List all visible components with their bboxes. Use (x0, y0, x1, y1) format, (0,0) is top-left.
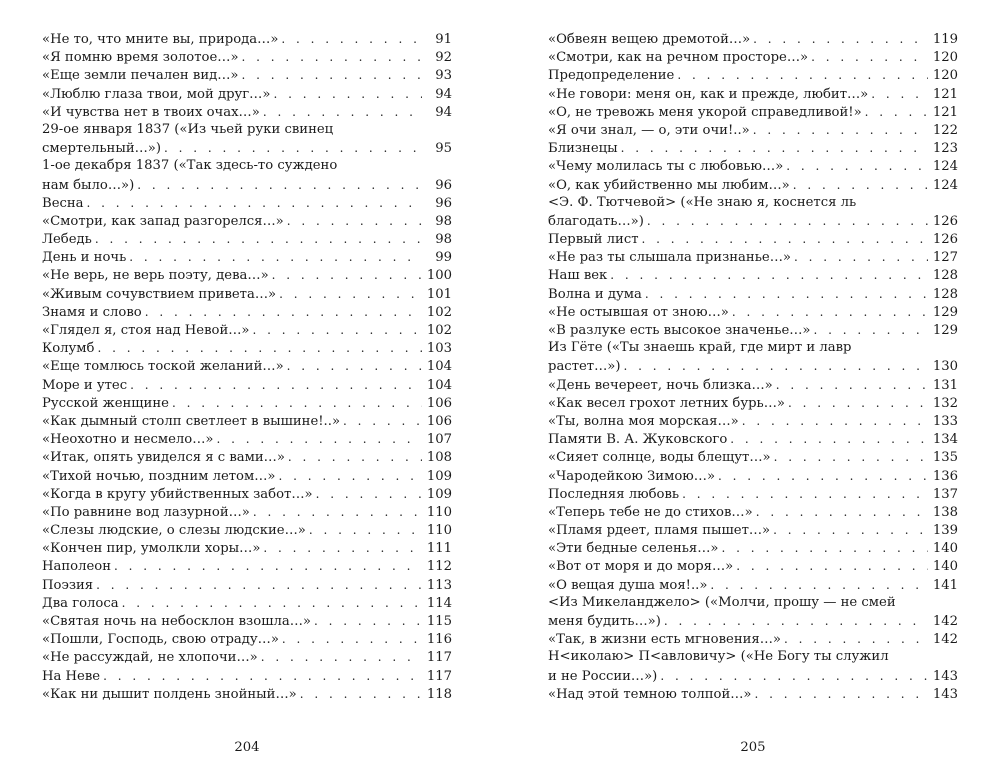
toc-entry-title: Колумб (42, 341, 95, 357)
toc-entry-page: 112 (426, 559, 452, 575)
toc-entry-page: 143 (932, 668, 958, 684)
dot-leader (95, 230, 422, 248)
toc-entry-page: 117 (426, 668, 452, 684)
toc-entry (42, 667, 452, 685)
toc-entry-title: Наш век (548, 268, 608, 284)
dot-leader (96, 576, 422, 594)
toc-entry-page: 142 (932, 614, 958, 630)
toc-entry-title: «Смотри, как запад разгорелся…» (42, 213, 284, 229)
toc-entry (42, 339, 452, 357)
toc-entry-page: 135 (932, 450, 958, 466)
toc-entry-page: 138 (932, 504, 958, 520)
toc-entry-page: 115 (426, 614, 452, 630)
toc-entry-page: 117 (426, 650, 452, 666)
toc-entry (548, 121, 958, 139)
toc-entry-page: 106 (426, 395, 452, 411)
toc-entry-page: 102 (426, 323, 452, 339)
toc-entry (42, 230, 452, 248)
dot-leader (773, 521, 928, 539)
toc-entry-title: «Люблю глаза твои, мой друг…» (42, 86, 271, 102)
toc-entry-title: «День вечереет, ночь близка…» (548, 377, 773, 393)
toc-entry-page: 91 (435, 32, 452, 47)
dot-leader (263, 103, 422, 121)
toc-entry-title: «Слезы людские, о слезы людские…» (42, 523, 306, 539)
toc-entry (42, 85, 452, 103)
toc-entry-page: 114 (426, 595, 452, 611)
toc-entry-title: «Еще томлюсь тоской желаний…» (42, 359, 284, 375)
dot-leader (814, 321, 928, 339)
toc-entry (548, 685, 958, 703)
page-number-left: 204 (234, 740, 260, 755)
toc-entry-title: «Теперь тебе не до стихов…» (548, 504, 753, 520)
toc-entry (42, 321, 452, 339)
toc-entry-page: 126 (932, 232, 958, 248)
toc-entry (42, 248, 452, 266)
dot-leader (753, 121, 928, 139)
dot-leader (794, 248, 928, 266)
toc-entry (548, 157, 958, 175)
toc-entry (42, 412, 452, 430)
toc-entry-title: «Когда в кругу убийственных забот…» (42, 486, 313, 502)
left-page (42, 0, 452, 784)
toc-entry-page: 120 (932, 50, 958, 66)
toc-entry (548, 321, 958, 339)
dot-leader (164, 139, 422, 157)
toc-entry-title: «Пошли, Господь, свою отраду…» (42, 632, 279, 648)
toc-entry-page: 139 (932, 523, 958, 539)
toc-entry-page: 110 (426, 504, 452, 520)
toc-entry-title: «Пламя рдеет, пламя пышет…» (548, 523, 771, 539)
dot-leader (87, 194, 422, 212)
toc-entry-title: «Итак, опять увиделся я с вами…» (42, 450, 285, 466)
toc-entry-page: 143 (932, 686, 958, 702)
toc-entry-page: 96 (435, 177, 452, 193)
toc-entry-title-line: Н<иколаю> П<авловичу> («Не Богу ты служил (548, 649, 889, 665)
dot-leader (710, 576, 928, 594)
toc-entry-page: 103 (426, 341, 452, 357)
toc-entry (548, 30, 958, 48)
toc-entry-page: 132 (932, 395, 958, 411)
toc-entry-page: 118 (426, 686, 452, 702)
toc-entry-title-line: <Из Микеланджело> («Молчи, прошу — не смей (548, 594, 896, 610)
toc-entry (42, 285, 452, 303)
toc-entry (42, 630, 452, 648)
toc-entry-title: «Обвеян вещею дремотой…» (548, 32, 751, 47)
toc-entry (548, 376, 958, 394)
toc-entry-page: 104 (426, 377, 452, 393)
toc-entry-page: 104 (426, 359, 452, 375)
dot-leader (755, 685, 929, 703)
toc-list-right (548, 30, 958, 703)
toc-entry-page: 131 (932, 377, 958, 393)
toc-entry (548, 430, 958, 448)
toc-entry-title: «Не верь, не верь поэту, дева…» (42, 268, 269, 284)
toc-entry-title: растет…») (548, 359, 621, 375)
toc-entry-title: Близнецы (548, 141, 618, 157)
dot-leader (253, 503, 422, 521)
toc-entry-title: «О, как убийственно мы любим…» (548, 177, 790, 193)
dot-leader (300, 685, 422, 703)
toc-entry-title: Весна (42, 195, 84, 211)
dot-leader (610, 266, 928, 284)
toc-entry-page: 110 (426, 523, 452, 539)
toc-entry (42, 194, 452, 212)
dot-leader (137, 176, 422, 194)
toc-entry-title: «Так, в жизни есть мгновения…» (548, 632, 781, 648)
toc-entry (42, 521, 452, 539)
toc-entry-title: Предопределение (548, 68, 675, 84)
dot-leader (263, 539, 422, 557)
toc-entry (548, 521, 958, 539)
dot-leader (279, 285, 422, 303)
toc-entry-title: Поэзия (42, 577, 94, 593)
toc-entry-title-line: 29-ое января 1837 («Из чьей руки свинец (42, 121, 334, 137)
dot-leader (97, 339, 422, 357)
dot-leader (682, 485, 928, 503)
toc-entry-title: «Чему молилась ты с любовью…» (548, 159, 784, 175)
toc-entry-page: 120 (932, 68, 958, 84)
toc-entry-page: 123 (932, 141, 958, 157)
toc-entry (548, 412, 958, 430)
toc-entry (42, 376, 452, 394)
dot-leader (742, 412, 928, 430)
toc-entry-title: «О вещая душа моя!..» (548, 577, 708, 593)
toc-entry-title-line: 1-ое декабря 1837 («Так здесь-то суждено (42, 158, 338, 174)
toc-entry (548, 630, 958, 648)
dot-leader (316, 485, 422, 503)
toc-entry-page: 141 (932, 577, 958, 593)
dot-leader (129, 248, 422, 266)
toc-entry (42, 394, 452, 412)
toc-entry-page: 126 (932, 213, 958, 229)
toc-entry (548, 139, 958, 157)
toc-entry (42, 430, 452, 448)
toc-entry-title: «Сияет солнце, воды блещут…» (548, 450, 771, 466)
toc-entry-title-line: <Э. Ф. Тютчевой> («Не знаю я, коснется ль (548, 194, 857, 210)
toc-entry (548, 85, 958, 103)
toc-entry-title: Море и утес (42, 377, 128, 393)
toc-entry-page: 98 (435, 232, 452, 248)
dot-leader (314, 612, 422, 630)
dot-leader (287, 357, 422, 375)
toc-entry-page: 95 (435, 141, 452, 157)
dot-leader (677, 66, 928, 84)
dot-leader (103, 667, 422, 685)
toc-entry-title: смертельный…») (42, 141, 162, 157)
toc-entry (548, 285, 958, 303)
toc-entry (548, 467, 958, 485)
toc-entry-page: 101 (426, 286, 452, 302)
toc-entry-title: «По равнине вод лазурной…» (42, 504, 250, 520)
toc-entry-page: 137 (932, 486, 958, 502)
toc-entry (548, 594, 958, 630)
toc-entry-title: «Не рассуждай, не хлопочи…» (42, 650, 258, 666)
toc-entry-title: Наполеон (42, 559, 112, 575)
right-page (548, 0, 958, 784)
toc-entry (548, 503, 958, 521)
toc-entry-title: меня будить…») (548, 614, 661, 630)
toc-entry-title: «Кончен пир, умолкли хоры…» (42, 541, 261, 557)
dot-leader (145, 303, 422, 321)
toc-entry (548, 303, 958, 321)
toc-entry-page: 121 (932, 104, 958, 120)
toc-entry-title: «Чародейкою Зимою…» (548, 468, 716, 484)
dot-leader (282, 630, 422, 648)
toc-entry-page: 94 (435, 86, 452, 102)
dot-leader (122, 594, 422, 612)
toc-entry-title: Первый лист (548, 232, 639, 248)
dot-leader (309, 521, 422, 539)
toc-entry-title: «Еще земли печален вид…» (42, 68, 239, 84)
dot-leader (343, 412, 422, 430)
dot-leader (217, 430, 422, 448)
toc-entry-page: 130 (932, 359, 958, 375)
toc-entry-title: нам было…») (42, 177, 135, 193)
toc-entry (42, 212, 452, 230)
toc-entry (548, 230, 958, 248)
toc-entry-page: 124 (932, 177, 958, 193)
dot-leader (253, 321, 422, 339)
toc-entry-title: «И чувства нет в твоих очах…» (42, 104, 260, 120)
toc-entry (42, 66, 452, 84)
toc-entry-page: 92 (435, 50, 452, 66)
dot-leader (811, 48, 928, 66)
dot-leader (172, 394, 422, 412)
dot-leader (261, 648, 422, 666)
toc-entry-title: «Над этой темною толпой…» (548, 686, 752, 702)
toc-entry-page: 107 (426, 432, 452, 448)
toc-entry-title: «В разлуке есть высокое значенье…» (548, 323, 811, 339)
dot-leader (279, 467, 422, 485)
toc-entry (548, 48, 958, 66)
dot-leader (287, 212, 422, 230)
toc-entry-page: 133 (932, 413, 958, 429)
toc-entry-page: 142 (932, 632, 958, 648)
dot-leader (624, 357, 929, 375)
toc-entry-page: 134 (932, 432, 958, 448)
dot-leader (774, 448, 928, 466)
toc-entry-page: 109 (426, 468, 452, 484)
dot-leader (647, 212, 928, 230)
toc-entry (548, 539, 958, 557)
toc-entry (42, 503, 452, 521)
toc-entry (42, 303, 452, 321)
toc-entry-title: благодать…») (548, 213, 644, 229)
toc-entry-title: Русской женщине (42, 395, 169, 411)
dot-leader (621, 139, 928, 157)
toc-entry-title-line: Из Гёте («Ты знаешь край, где мирт и лавр (548, 340, 852, 356)
toc-entry (42, 48, 452, 66)
toc-entry (548, 557, 958, 575)
toc-entry-title: Знамя и слово (42, 304, 142, 320)
toc-entry-title: «Как дымный столп светлеет в вышине!..» (42, 413, 341, 429)
toc-entry-page: 106 (426, 413, 452, 429)
toc-entry-title: «Ты, волна моя морская…» (548, 413, 739, 429)
toc-entry-title: «Не то, что мните вы, природа…» (42, 32, 279, 47)
toc-entry-page: 108 (426, 450, 452, 466)
toc-entry (548, 576, 958, 594)
toc-entry-page: 128 (932, 286, 958, 302)
toc-entry (548, 66, 958, 84)
toc-entry-page: 122 (932, 122, 958, 138)
toc-entry (548, 103, 958, 121)
toc-entry (42, 357, 452, 375)
toc-entry-page: 136 (932, 468, 958, 484)
toc-entry-title: «Не остывшая от зною…» (548, 304, 729, 320)
toc-entry (42, 121, 452, 157)
toc-entry (548, 485, 958, 503)
dot-leader (736, 557, 928, 575)
toc-entry-page: 99 (435, 250, 452, 266)
page-number-right: 205 (740, 740, 766, 755)
toc-entry (42, 30, 452, 48)
toc-entry-title: «Вот от моря и до моря…» (548, 559, 734, 575)
toc-entry-title: «Не раз ты слышала признанье…» (548, 250, 791, 266)
dot-leader (776, 376, 928, 394)
toc-entry (548, 648, 958, 684)
toc-entry-page: 102 (426, 304, 452, 320)
toc-entry-page: 98 (435, 213, 452, 229)
dot-leader (242, 48, 422, 66)
toc-entry-title: «Как весел грохот летних бурь…» (548, 395, 785, 411)
toc-entry-page: 121 (932, 86, 958, 102)
dot-leader (784, 630, 928, 648)
toc-entry-title: «Тихой ночью, поздним летом…» (42, 468, 276, 484)
toc-entry (548, 339, 958, 375)
dot-leader (664, 612, 928, 630)
toc-entry-title: «Смотри, как на речном просторе…» (548, 50, 809, 66)
toc-entry (548, 266, 958, 284)
toc-entry (42, 648, 452, 666)
toc-entry-page: 113 (426, 577, 452, 593)
toc-entry-title: «Живым сочувствием привета…» (42, 286, 277, 302)
toc-entry-title: «Я очи знал, — о, эти очи!..» (548, 122, 750, 138)
toc-entry (548, 248, 958, 266)
toc-entry-page: 129 (932, 323, 958, 339)
toc-entry (42, 594, 452, 612)
dot-leader (732, 303, 928, 321)
dot-leader (788, 394, 928, 412)
toc-entry-page: 119 (932, 32, 958, 47)
dot-leader (660, 667, 928, 685)
toc-entry-page: 100 (426, 268, 452, 284)
toc-entry (548, 394, 958, 412)
toc-entry (42, 103, 452, 121)
dot-leader (272, 266, 422, 284)
toc-entry-title: Последняя любовь (548, 486, 680, 502)
toc-entry-title: «Как ни дышит полдень знойный…» (42, 686, 297, 702)
toc-entry-title: «Глядел я, стоя над Невой…» (42, 323, 250, 339)
toc-entry-title: На Неве (42, 668, 101, 684)
toc-entry-title: «О, не тревожь меня укорой справедливой!» (548, 104, 862, 120)
toc-list-left (42, 30, 452, 703)
dot-leader (114, 557, 422, 575)
toc-entry (42, 448, 452, 466)
toc-entry (42, 557, 452, 575)
toc-entry-page: 96 (435, 195, 452, 211)
toc-entry (42, 266, 452, 284)
toc-entry-title: Два голоса (42, 595, 119, 611)
toc-entry-page: 93 (435, 68, 452, 84)
dot-leader (130, 376, 422, 394)
toc-entry (548, 176, 958, 194)
dot-leader (642, 230, 929, 248)
toc-entry-page: 94 (435, 104, 452, 120)
toc-entry-page: 127 (932, 250, 958, 266)
dot-leader (281, 30, 422, 48)
toc-entry-title: Волна и дума (548, 286, 642, 302)
dot-leader (756, 503, 928, 521)
dot-leader (722, 539, 929, 557)
toc-entry-page: 111 (426, 541, 452, 557)
toc-entry-page: 109 (426, 486, 452, 502)
dot-leader (865, 103, 928, 121)
toc-entry-title: «Святая ночь на небосклон взошла…» (42, 614, 311, 630)
toc-entry (548, 194, 958, 230)
dot-leader (288, 448, 422, 466)
dot-leader (718, 467, 928, 485)
dot-leader (871, 85, 928, 103)
toc-entry-page: 140 (932, 559, 958, 575)
toc-entry-title: «Не говори: меня он, как и прежде, любит…» (548, 86, 869, 102)
toc-entry (42, 576, 452, 594)
toc-entry-page: 128 (932, 268, 958, 284)
toc-entry (42, 157, 452, 193)
toc-entry-title: Лебедь (42, 232, 92, 248)
toc-entry (42, 612, 452, 630)
toc-entry-page: 124 (932, 159, 958, 175)
dot-leader (273, 85, 422, 103)
toc-entry-title: День и ночь (42, 250, 127, 266)
toc-entry-title: «Неохотно и несмело…» (42, 432, 214, 448)
dot-leader (730, 430, 928, 448)
toc-entry-title: «Эти бедные селенья…» (548, 541, 719, 557)
dot-leader (645, 285, 928, 303)
dot-leader (753, 30, 928, 48)
toc-entry (548, 448, 958, 466)
toc-entry-title: «Я помню время золотое…» (42, 50, 239, 66)
toc-entry (42, 467, 452, 485)
toc-entry (42, 485, 452, 503)
toc-entry-page: 140 (932, 541, 958, 557)
toc-entry (42, 685, 452, 703)
toc-entry-page: 116 (426, 632, 452, 648)
toc-entry (42, 539, 452, 557)
dot-leader (793, 176, 928, 194)
toc-entry-title: Памяти В. А. Жуковского (548, 432, 728, 448)
toc-entry-page: 129 (932, 304, 958, 320)
dot-leader (242, 66, 423, 84)
toc-entry-title: и не России…») (548, 668, 658, 684)
dot-leader (786, 157, 928, 175)
